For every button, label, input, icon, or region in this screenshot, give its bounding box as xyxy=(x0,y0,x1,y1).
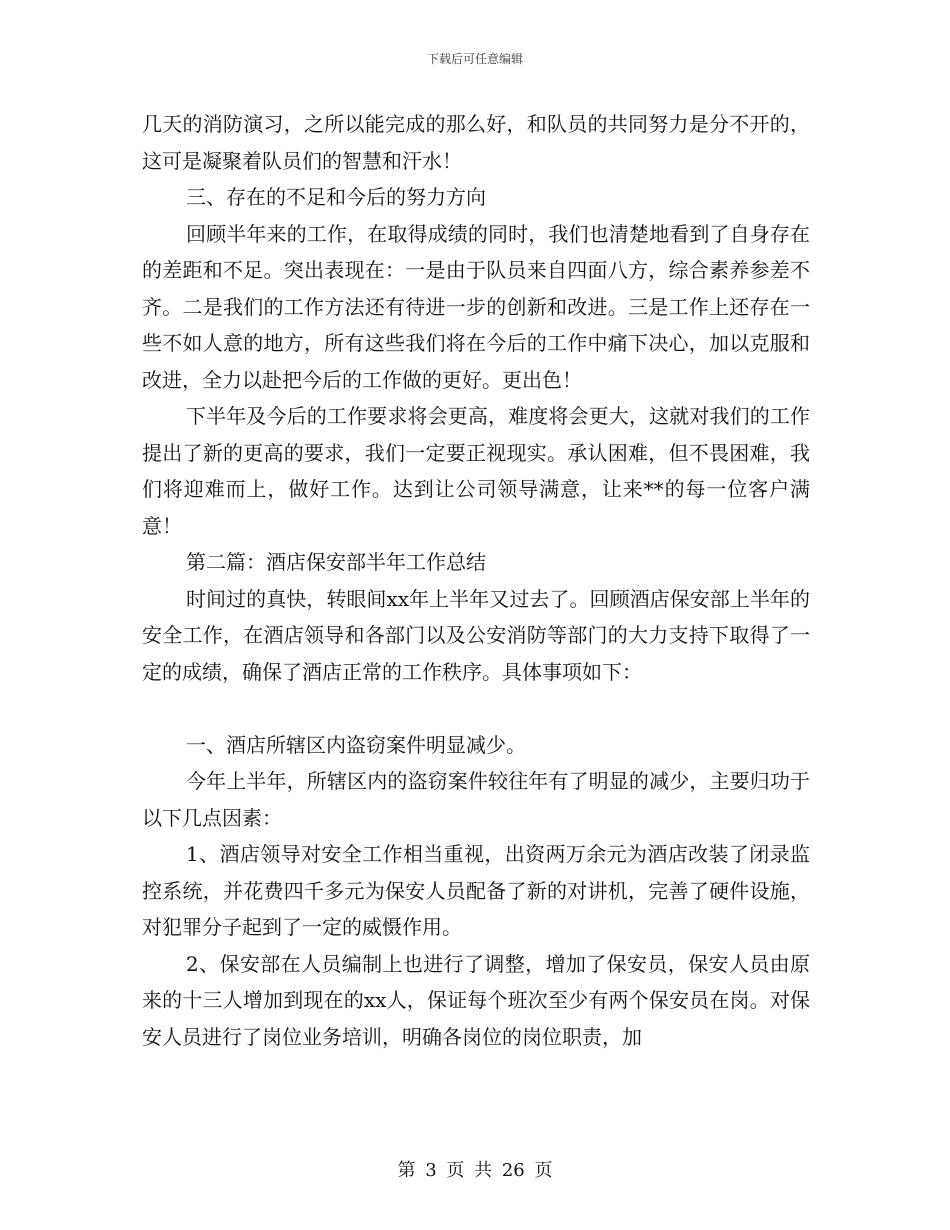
list-item-2: 2、保安部在人员编制上也进行了调整，增加了保安员，保安人员由原来的十三人增加到现在的xx人，保证每个班次至少有两个保安员在岗。对保安人员进行了岗位业务培训，明确各岗位的岗位职责，加 xyxy=(142,951,810,1049)
paragraph-outlook: 下半年及今后的工作要求将会更高，难度将会更大，这就对我们的工作提出了新的更高的要求，我们一定要正视现实。承认困难，但不畏困难，我们将迎难而上，做好工作。达到让公司领导满意，让来**的每一位客户满意！ xyxy=(142,404,810,538)
section-heading-3: 三、存在的不足和今后的努力方向 xyxy=(186,185,486,209)
blank-line xyxy=(142,690,810,727)
list-item-1: 1、酒店领导对安全工作相当重视，出资两万余元为酒店改装了闭录监控系统，并花费四千多元为保安人员配备了新的对讲机，完善了硬件设施，对犯罪分子起到了一定的威慑作用。 xyxy=(142,842,810,939)
paragraph-intro: 时间过的真快，转眼间xx年上半年又过去了。回顾酒店保安部上半年的安全工作，在酒店领导和各部门以及公安消防等部门的大力支持下取得了一定的成绩，确保了酒店正常的工作秩序。具体事项如下： xyxy=(142,586,810,684)
chapter-title-2: 第二篇：酒店保安部半年工作总结 xyxy=(186,550,486,574)
page-header: 下载后可任意编辑 xyxy=(426,52,523,66)
paragraph-1: 几天的消防演习，之所以能完成的那么好，和队员的共同努力是分不开的，这可是凝聚着队员们的智慧和汗水！ xyxy=(142,112,810,173)
page-footer: 第 3 页 共 26 页 xyxy=(397,1160,553,1181)
document-body xyxy=(142,106,810,1055)
paragraph-review: 回顾半年来的工作，在取得成绩的同时，我们也清楚地看到了自身存在的差距和不足。突出表现在：一是由于队员来自四面八方，综合素养参差不齐。二是我们的工作方法还有待进一步的创新和改进。三是工作上还存在一些不如人意的地方，所有这些我们将在今后的工作中痛下决心，加以克服和改进，全力以赴把今后的工作做的更好。更出色！ xyxy=(142,221,810,392)
paragraph-factors: 今年上半年，所辖区内的盗窃案件较往年有了明显的减少，主要归功于以下几点因素： xyxy=(142,769,810,830)
section-heading-1: 一、酒店所辖区内盗窃案件明显减少。 xyxy=(186,732,526,757)
